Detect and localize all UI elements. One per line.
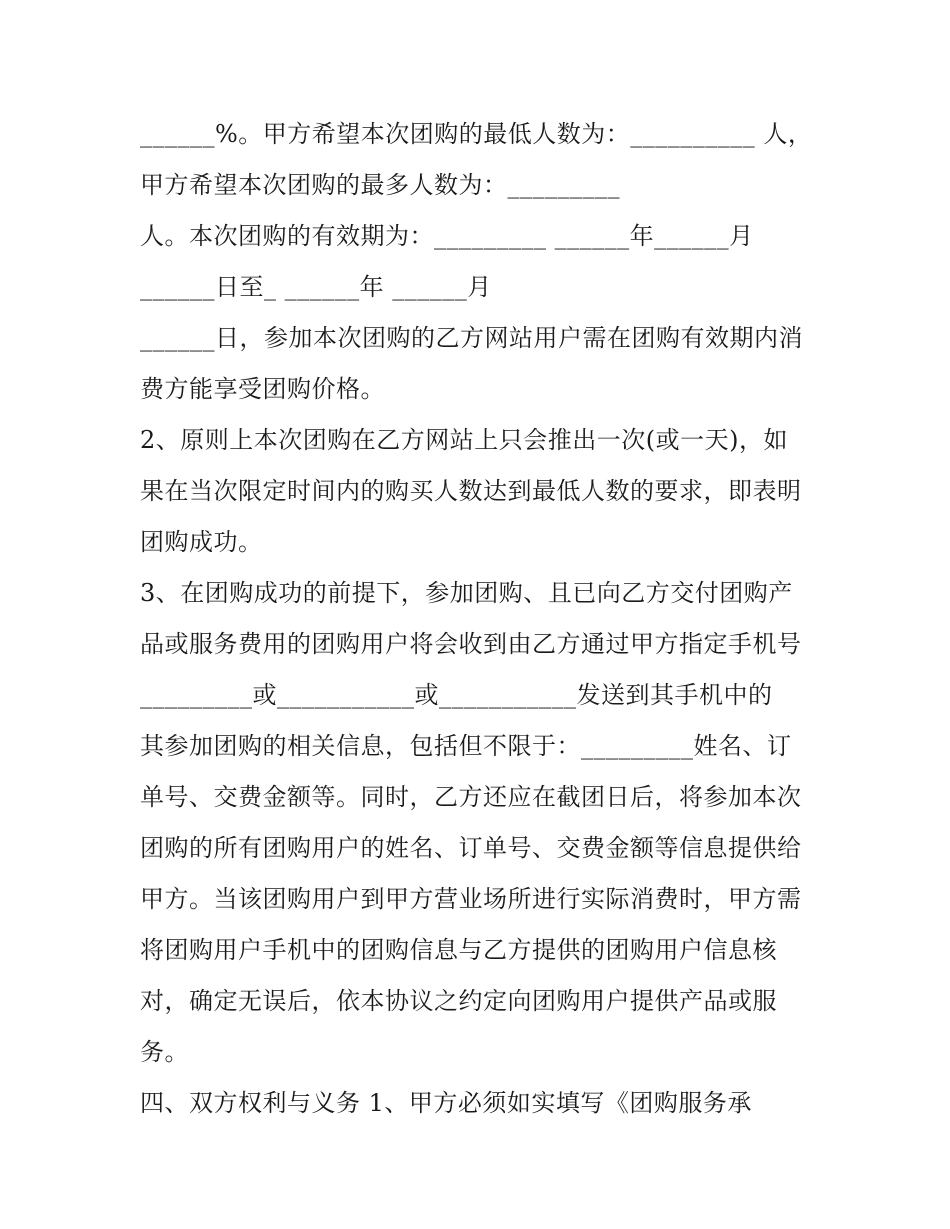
text-line: 将团购用户手机中的团购信息与乙方提供的团购用户信息核	[140, 936, 777, 964]
text-line: 务。	[140, 1038, 189, 1066]
text-line: 甲方。当该团购用户到甲方营业场所进行实际消费时，甲方需	[140, 885, 802, 913]
text-line: 果在当次限定时间内的购买人数达到最低人数的要求，即表明	[140, 477, 802, 505]
text-line: ______%。甲方希望本次团购的最低人数为：__________ 人，	[140, 120, 813, 148]
text-line: 单号、交费金额等。同时，乙方还应在截团日后，将参加本次	[140, 783, 802, 811]
text-line: 人。本次团购的有效期为：_________ ______年______月	[140, 222, 754, 250]
text-line: 3、在团购成功的前提下，参加团购、且已向乙方交付团购产	[140, 579, 793, 607]
text-line: ______日，参加本次团购的乙方网站用户需在团购有效期内消	[140, 324, 803, 352]
text-line: 甲方希望本次团购的最多人数为：_________	[140, 171, 620, 199]
text-line: 品或服务费用的团购用户将会收到由乙方通过甲方指定手机号	[140, 630, 802, 658]
text-line: _________或___________或___________发送到其手机中的	[140, 681, 773, 709]
text-line: 四、双方权利与义务 1、甲方必须如实填写《团购服务承	[140, 1089, 752, 1117]
text-line: 团购的所有团购用户的姓名、订单号、交费金额等信息提供给	[140, 834, 802, 862]
text-line: ______日至_ ______年 ______月	[140, 273, 492, 301]
document-body	[140, 109, 830, 1129]
text-line: 费方能享受团购价格。	[140, 375, 385, 403]
text-line: 2、原则上本次团购在乙方网站上只会推出一次(或一天)，如	[140, 426, 788, 454]
text-line: 对，确定无误后，依本协议之约定向团购用户提供产品或服	[140, 987, 777, 1015]
text-line: 其参加团购的相关信息，包括但不限于：_________姓名、订	[140, 732, 792, 760]
text-line: 团购成功。	[140, 528, 263, 556]
